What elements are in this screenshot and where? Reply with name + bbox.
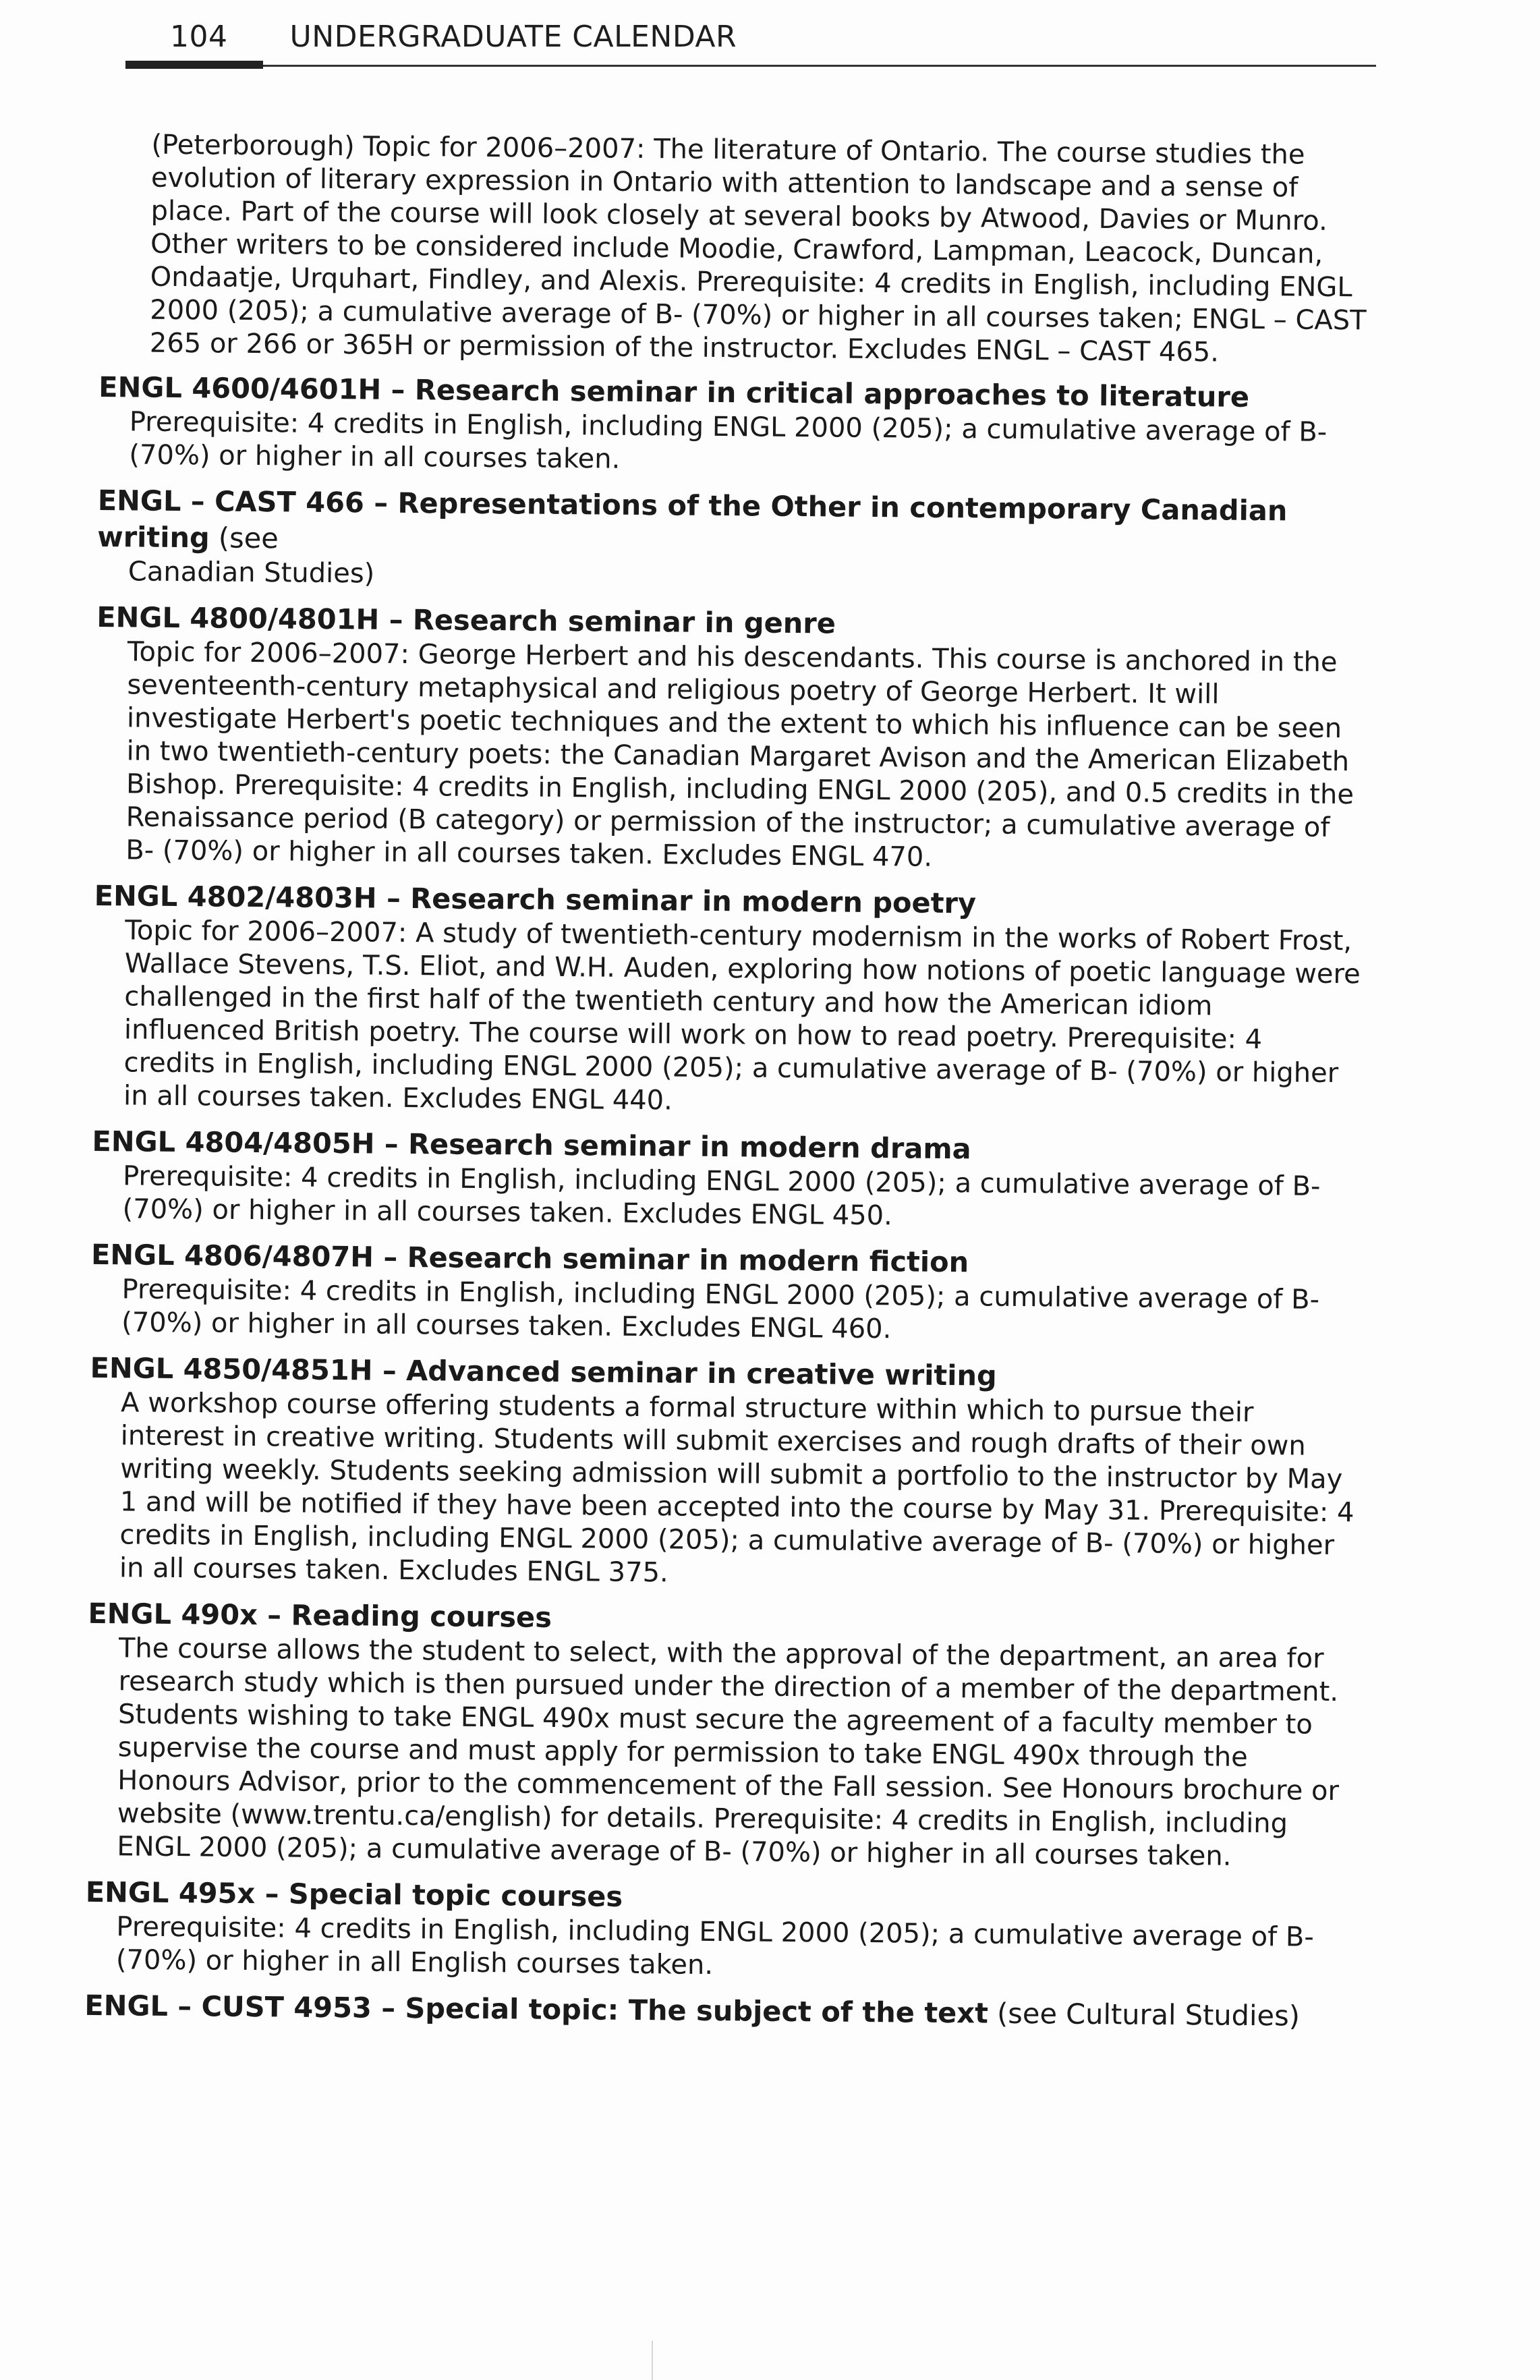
course-code: ENGL – CAST 466 –	[97, 483, 398, 519]
course-description: Prerequisite: 4 credits in English, including ENGL 2000 (205); a cumulative average of B- (70%) or higher in all courses taken.	[129, 406, 1328, 475]
course-name: Research seminar in modern fiction	[407, 1241, 969, 1279]
course-description: A workshop course offering students a formal structure within which to pursue their interest in creative writing. Students will submit exercises and rough drafts of their own writing weekly. Students seeking admission will submit a portfolio to the instructor by May 1 and will be notified if they have been accepted into the course by May 31. Prerequisite: 4 credits in English, including ENGL 2000 (205); a cumulative average of B- (70%) or higher in all courses taken. Excludes ENGL 375.	[119, 1387, 1354, 1589]
course-entry	[90, 1237, 1359, 1350]
course-listing	[84, 101, 1369, 2045]
course-description: Topic for 2006–2007: A study of twentieth-century modernism in the works of Robert Frost, Wallace Stevens, T.S. Eliot, and W.H. Auden, exploring how notions of poetic language were challenged in the first half of the twentieth century and how the American idiom influenced British poetry. The course will work on how to read poetry. Prerequisite: 4 credits in English, including ENGL 2000 (205); a cumulative average of B- (70%) or higher in all courses taken. Excludes ENGL 440.	[123, 915, 1361, 1116]
course-entry	[84, 1987, 1352, 2035]
course-code: ENGL 4804/4805H –	[92, 1124, 409, 1161]
course-description: Topic for 2006–2007: George Herbert and his descendants. This course is anchored in the seventeenth-century metaphysical and religious poetry of George Herbert. It will investigate Herbert's poetic techniques and the extent to which his influence can be seen in two twentieth-century poets: the Canadian Margaret Avison and the American Elizabeth Bishop. Prerequisite: 4 credits in English, including ENGL 2000 (205), and 0.5 credits in the Renaissance period (B category) or permission of the instructor; a cumulative average of B- (70%) or higher in all courses taken. Excludes ENGL 470.	[125, 636, 1354, 873]
course-code: ENGL 490x –	[88, 1596, 291, 1632]
course-name: Reading courses	[291, 1598, 552, 1634]
course-description: Prerequisite: 4 credits in English, including ENGL 2000 (205); a cumulative average of B- (70%) or higher in all English courses taken.	[115, 1911, 1314, 1981]
running-title: UNDERGRADUATE CALENDAR	[289, 20, 737, 54]
course-entry	[97, 482, 1366, 599]
course-entry	[92, 878, 1363, 1123]
course-description: Canadian Studies)	[127, 556, 375, 590]
course-code: ENGL – CUST 4953 –	[84, 1988, 405, 2025]
course-code: ENGL 4806/4807H –	[90, 1237, 407, 1274]
course-name: Research seminar in critical approaches to literature	[414, 373, 1250, 414]
continued-course-description: (Peterborough) Topic for 2006–2007: The literature of Ontario. The course studies the evolution of literary expression in Ontario with attention to landscape and a sense of place. Part of the course will look closely at several books by Atwood, Davies or Munro. Other writers to be considered include Moodie, Crawford, Lampman, Leacock, Duncan, Ondaatje, Urquhart, Findley, and Alexis. Prerequisite: 4 credits in English, including ENGL 2000 (205); a cumulative average of B- (70%) or higher in all courses taken; ENGL – CAST 265 or 266 or 365H or permission of the instructor. Excludes ENGL – CAST 465.	[149, 129, 1367, 368]
course-entry	[85, 1874, 1354, 1987]
course-name: Research seminar in genre	[412, 603, 836, 640]
scan-gutter-mark	[652, 2341, 653, 2380]
course-entry	[86, 1595, 1356, 1874]
course-code: ENGL 495x –	[85, 1875, 289, 1910]
course-reference: (see	[209, 521, 279, 555]
course-name: Research seminar in modern poetry	[410, 882, 977, 920]
course-code: ENGL 4850/4851H –	[90, 1351, 407, 1388]
course-description: Prerequisite: 4 credits in English, including ENGL 2000 (205); a cumulative average of B- (70%) or higher in all courses taken. Excludes ENGL 450.	[122, 1160, 1321, 1232]
course-name: Representations of the Other in contemporary Canadian writing	[97, 486, 1288, 555]
course-entry	[88, 1350, 1359, 1595]
course-entry	[98, 369, 1367, 482]
header-rule-thick	[125, 61, 263, 69]
page-number: 104	[170, 20, 228, 54]
course-name: Special topic courses	[288, 1877, 623, 1913]
course-name: Special topic: The subject of the text	[405, 1991, 989, 2030]
course-code: ENGL 4600/4601H –	[98, 370, 416, 407]
course-name: Research seminar in modern drama	[407, 1127, 971, 1166]
course-entry	[94, 599, 1365, 878]
course-code: ENGL 4800/4801H –	[96, 600, 413, 637]
course-entry	[91, 1123, 1360, 1237]
running-head	[170, 12, 737, 54]
course-code: ENGL 4802/4803H –	[94, 878, 411, 915]
course-reference: (see Cultural Studies)	[988, 1996, 1301, 2033]
course-description: The course allows the student to select, with the approval of the department, an area for research study which is then pursued under the direction of a member of the department. Students wishing to take ENGL 490x must secure the agreement of a faculty member to supervise the course and must apply for permission to take ENGL 490x through the Honours Advisor, prior to the commencement of the Fall session. See Honours brochure or website (www.trentu.ca/english) for details. Prerequisite: 4 credits in English, including ENGL 2000 (205); a cumulative average of B- (70%) or higher in all courses taken.	[117, 1633, 1340, 1872]
course-title	[84, 1987, 1352, 2035]
course-description: Prerequisite: 4 credits in English, including ENGL 2000 (205); a cumulative average of B- (70%) or higher in all courses taken. Excludes ENGL 460.	[121, 1274, 1320, 1345]
course-title	[97, 482, 1366, 566]
header-rule-thin	[263, 65, 1376, 67]
course-name: Advanced seminar in creative writing	[405, 1354, 997, 1392]
